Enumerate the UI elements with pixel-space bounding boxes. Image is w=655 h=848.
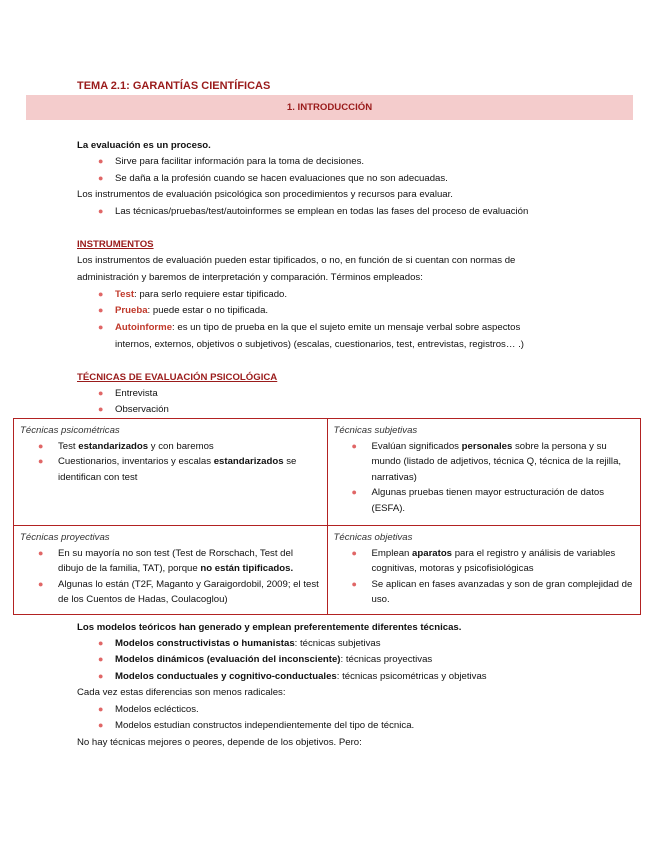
bullet-icon: ● bbox=[98, 206, 104, 216]
cell-proyectivas: Técnicas proyectivas ● En su mayoría no son test (Test de Rorschach, Test del dibujo de la familia, TAT), porque no están tipificados. ● Algunas lo están (T2F, Maganto y Garaigordobil, 2009; el test de los Cuentos de Hadas, Coulacoglou) bbox=[14, 526, 328, 615]
intro-line: Los instrumentos de evaluación psicológica son procedimientos y recursos para evaluar. bbox=[77, 189, 453, 200]
instrumentos-heading: INSTRUMENTOS bbox=[77, 239, 154, 250]
paragraph: No hay técnicas mejores o peores, depende de los objetivos. Pero: bbox=[77, 737, 362, 748]
bullet-icon: ● bbox=[98, 289, 104, 299]
paragraph: Cada vez estas diferencias son menos radicales: bbox=[77, 687, 286, 698]
list-item: ● Test estandarizados y con baremos bbox=[20, 439, 321, 455]
list-item: ● Algunas pruebas tienen mayor estructuración de datos (ESFA). bbox=[351, 487, 605, 514]
bullet-icon: ● bbox=[98, 404, 104, 414]
list-item: ● Emplean aparatos para el registro y análisis de variables cognitivas, motoras y psicofisiológicas bbox=[351, 547, 616, 574]
bullet-icon: ● bbox=[98, 322, 104, 332]
bullet-icon: ● bbox=[38, 456, 44, 466]
paragraph: internos, externos, objetivos o subjetivos) (escalas, cuestionarios, test, entrevistas, registros… .) bbox=[115, 339, 524, 350]
paragraph: administración y baremos de interpretación y comparación. Términos empleados: bbox=[77, 272, 423, 283]
bullet-icon: ● bbox=[98, 173, 104, 183]
bullet-icon: ● bbox=[98, 156, 104, 166]
tecnicas-heading: TÉCNICAS DE EVALUACIÓN PSICOLÓGICA bbox=[77, 372, 278, 383]
bullet-icon: ● bbox=[351, 578, 357, 589]
bullet-icon: ● bbox=[351, 440, 357, 451]
section-banner bbox=[26, 95, 633, 120]
bullet-icon: ● bbox=[38, 578, 44, 589]
bullet-icon: ● bbox=[98, 704, 104, 714]
cell-psicometricas: Técnicas psicométricas ● Test estandarizados y con baremos ● Cuestionarios, inventarios y escalas estandarizados se identifican con test bbox=[14, 419, 328, 526]
bullet-icon: ● bbox=[98, 388, 104, 398]
paragraph: Los instrumentos de evaluación pueden estar tipificados, o no, en función de si cuentan con normas de bbox=[77, 255, 516, 266]
cell-subjetivas: Técnicas subjetivas ● Evalúan significados personales sobre la persona y su mundo (listado de adjetivos, técnica Q, técnica de la rejilla, narrativas) ● Algunas pruebas tienen mayor estructuración de datos (ESFA). bbox=[327, 419, 641, 526]
techniques-table bbox=[13, 418, 641, 615]
bullet-icon: ● bbox=[98, 305, 104, 315]
bullet-icon: ● bbox=[351, 487, 357, 497]
bullet-icon: ● bbox=[38, 440, 44, 451]
modelos-lead: Los modelos teóricos han generado y emplean preferentemente diferentes técnicas. bbox=[77, 622, 462, 633]
list-item: ● Algunas lo están (T2F, Maganto y Garaigordobil, 2009; el test de los Cuentos de Hadas, Coulacoglou) bbox=[38, 578, 319, 605]
list-item: ● En su mayoría no son test (Test de Rorschach, Test del dibujo de la familia, TAT), porque no están tipificados. bbox=[38, 547, 294, 574]
list-item: ● Cuestionarios, inventarios y escalas estandarizados se identifican con test bbox=[38, 456, 297, 483]
bullet-icon: ● bbox=[98, 638, 104, 648]
section-heading: 1. INTRODUCCIÓN bbox=[286, 102, 373, 113]
page-title: TEMA 2.1: GARANTÍAS CIENTÍFICAS bbox=[77, 80, 271, 92]
bullet-icon: ● bbox=[98, 654, 104, 664]
list-item: ● Evalúan significados personales sobre la persona y su mundo (listado de adjetivos, técnica Q, técnica de la rejilla, narrativas) bbox=[351, 440, 622, 483]
bullet-icon: ● bbox=[351, 547, 357, 558]
list-item: ● Se aplican en fases avanzadas y son de gran complejidad de uso. bbox=[351, 578, 633, 605]
bullet-icon: ● bbox=[38, 547, 44, 558]
intro-lead: La evaluación es un proceso. bbox=[77, 140, 211, 151]
bullet-icon: ● bbox=[98, 671, 104, 681]
cell-objetivas: Técnicas objetivas ● Emplean aparatos para el registro y análisis de variables cognitivas, motoras y psicofisiológicas ● Se aplican en fases avanzadas y son de gran complejidad de uso. bbox=[327, 526, 641, 615]
bullet-icon: ● bbox=[98, 720, 104, 730]
